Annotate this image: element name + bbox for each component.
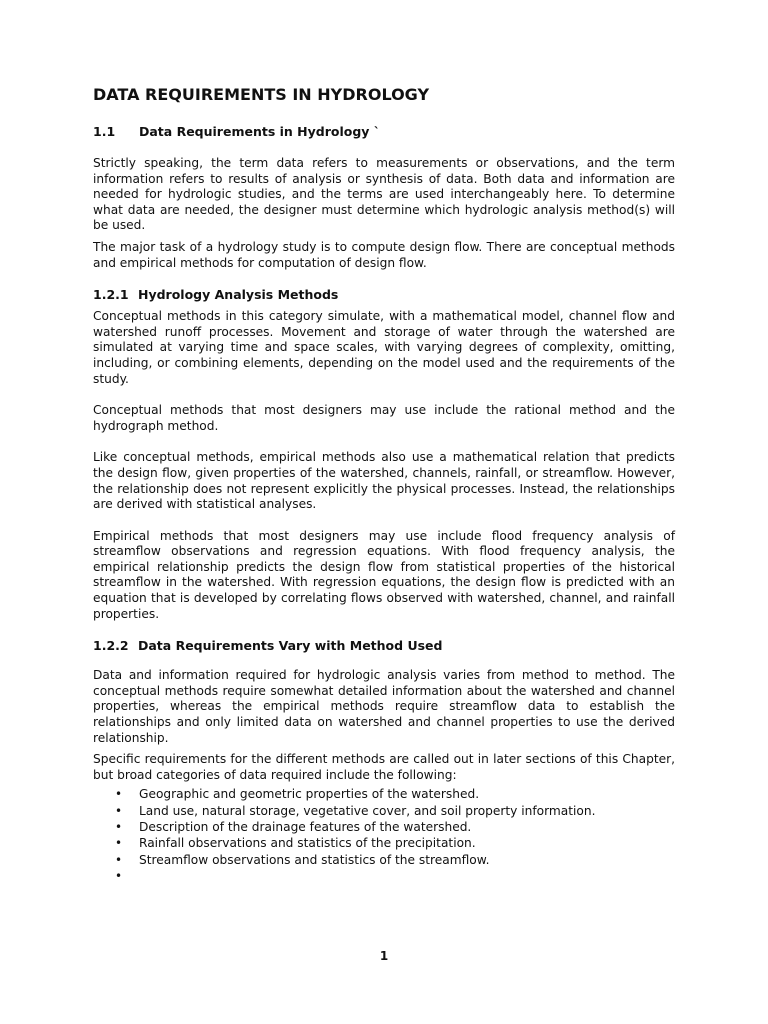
list-item: • Description of the drainage features of the watershed. <box>115 820 472 834</box>
paragraph-conceptual-methods: Conceptual methods in this category simulate, with a mathematical model, channel flow and watershed runoff processes. Movement and storage of water through the watershed are simulated at varying time and space scales, with varying degrees of complexity, omitting, including, or combining elements, depending on the model used and the requirements of the study. <box>93 309 675 386</box>
section-number: 1.2.2 <box>93 638 129 654</box>
page-content <box>93 84 675 884</box>
paragraph-method-requirements: Data and information required for hydrologic analysis varies from method to method. The conceptual methods require somewhat detailed information about the watershed and channel properties, whereas the empirical methods require streamflow data to establish the relationships and only limited data on watershed and channel properties to use the derived relationship. <box>93 668 675 745</box>
bullet-icon: • <box>115 820 123 834</box>
bullet-icon: • <box>115 868 123 883</box>
list-item: • Geographic and geometric properties of the watershed. <box>115 787 480 802</box>
bullet-icon: • <box>115 787 123 802</box>
list-item: • Land use, natural storage, vegetative cover, and soil property information. <box>115 803 596 818</box>
paragraph-major-task: The major task of a hydrology study is to compute design flow. There are conceptual methods and empirical methods for computation of design flow. <box>93 239 675 270</box>
bullet-icon: • <box>115 803 123 818</box>
section-title: Hydrology Analysis Methods <box>138 287 339 303</box>
paragraph-empirical-examples: Empirical methods that most designers may use include flood frequency analysis of streamflow observations and regression equations. With flood frequency analysis, the empirical relationship predicts the design flow from statistical properties of the historical streamflow in the watershed. With regression equations, the design flow is predicted with an equation that is developed by correlating flows observed with watershed, channel, and rainfall properties. <box>93 528 675 621</box>
section-number: 1.1 <box>93 124 116 139</box>
section-heading-1-2-2 <box>93 638 675 654</box>
list-item: • Rainfall observations and statistics of the precipitation. <box>115 836 476 851</box>
section-title: Data Requirements Vary with Method Used <box>138 638 443 654</box>
page-title: DATA REQUIREMENTS IN HYDROLOGY <box>93 85 430 104</box>
bullet-icon: • <box>115 852 123 867</box>
list-item: • Streamflow observations and statistics of the streamflow. <box>115 852 490 867</box>
section-title: Data Requirements in Hydrology ` <box>139 124 381 139</box>
page-number: 1 <box>379 949 389 963</box>
section-number: 1.2.1 <box>93 287 129 303</box>
data-categories-list <box>93 786 675 883</box>
paragraph-data-definition: Strictly speaking, the term data refers to measurements or observations, and the term information refers to results of analysis or synthesis of data. Both data and information are needed for hydrologic studies, and the terms are used interchangeably here. To determine what data are needed, the designer must determine which hydrologic analysis method(s) will be used. <box>93 156 675 233</box>
paragraph-empirical-methods: Like conceptual methods, empirical methods also use a mathematical relation that predicts the design flow, given properties of the watershed, channels, rainfall, or streamflow. However, the relationship does not represent explicitly the physical processes. Instead, the relationships are derived with statistical analyses. <box>93 450 675 512</box>
paragraph-data-categories-intro: Specific requirements for the different methods are called out in later sections of this Chapter, but broad categories of data required include the following: <box>93 752 675 782</box>
list-item <box>93 868 675 884</box>
section-heading-1-1 <box>93 124 675 140</box>
paragraph-conceptual-examples: Conceptual methods that most designers may use include the rational method and the hydrograph method. <box>93 403 675 433</box>
section-heading-1-2-1 <box>93 287 675 303</box>
bullet-icon: • <box>115 836 123 851</box>
